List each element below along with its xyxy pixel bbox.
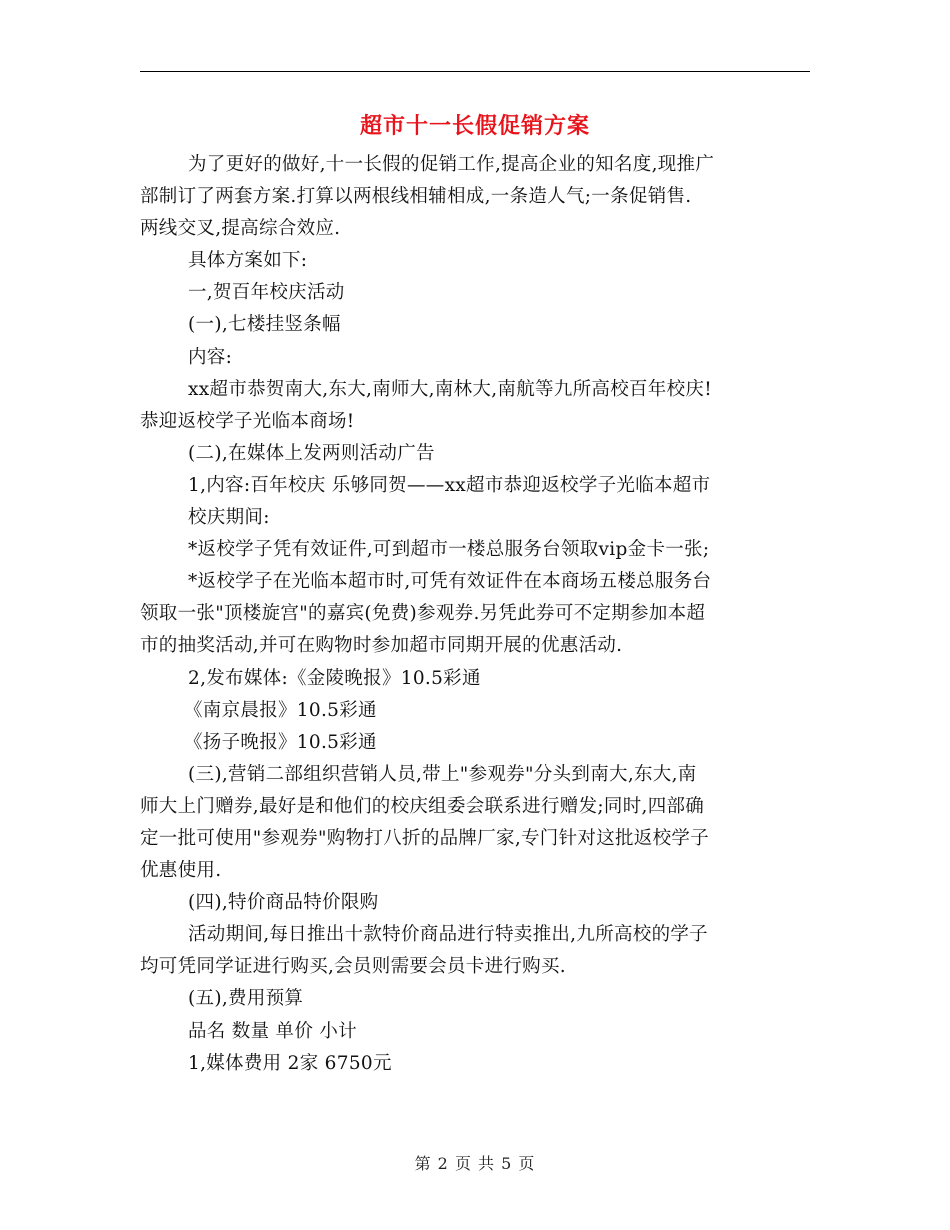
table-header-line: 品名 数量 单价 小计	[188, 1020, 357, 1042]
table-row-line: 1,媒体费用 2家 6750元	[188, 1052, 392, 1074]
paragraph-line: 为了更好的做好,十一长假的促销工作,提高企业的知名度,现推广	[188, 154, 715, 175]
paragraph-line: 两线交叉,提高综合效应.	[140, 218, 341, 240]
paragraph-line: 活动期间,每日推出十款特价商品进行特卖推出,九所高校的学子	[188, 924, 708, 946]
paragraph-line: 恭迎返校学子光临本商场!	[140, 410, 355, 432]
paragraph-line: 领取一张"顶楼旋宫"的嘉宾(免费)参观券.另凭此券可不定期参加本超	[140, 603, 706, 625]
paragraph-line: 市的抽奖活动,并可在购物时参加超市同期开展的优惠活动.	[140, 635, 623, 657]
paragraph-line: 均可凭同学证进行购买,会员则需要会员卡进行购买.	[140, 956, 566, 978]
list-item: *返校学子凭有效证件,可到超市一楼总服务台领取vip金卡一张;	[188, 539, 710, 561]
page-number: 第 2 页 共 5 页	[414, 1154, 536, 1173]
paragraph-line: 师大上门赠券,最好是和他们的校庆组委会联系进行赠发;同时,四部确	[140, 795, 705, 817]
document-title: 超市十一长假促销方案	[359, 113, 590, 139]
section-heading: 一,贺百年校庆活动	[188, 282, 345, 304]
paragraph-line: 部制订了两套方案.打算以两根线相辅相成,一条造人气;一条促销售.	[140, 186, 692, 208]
subsection-heading: (二),在媒体上发两则活动广告	[188, 442, 435, 464]
paragraph-line: 1,内容:百年校庆 乐够同贺——xx超市恭迎返校学子光临本超市	[188, 474, 711, 496]
paragraph-line: 具体方案如下:	[188, 250, 308, 272]
subsection-heading: (五),费用预算	[188, 988, 304, 1010]
paragraph-line: 内容:	[188, 346, 233, 368]
paragraph-line: 优惠使用.	[140, 860, 222, 882]
document-body	[140, 149, 815, 1080]
paragraph-line: 定一批可使用"参观券"购物打八折的品牌厂家,专门针对这批返校学子	[140, 827, 710, 849]
paragraph-line: 《扬子晚报》10.5彩通	[184, 731, 377, 753]
subsection-heading: (三),营销二部组织营销人员,带上"参观券"分头到南大,东大,南	[188, 763, 697, 785]
paragraph-line: xx超市恭贺南大,东大,南师大,南林大,南航等九所高校百年校庆!	[188, 378, 712, 400]
subsection-heading: (一),七楼挂竖条幅	[188, 314, 341, 336]
header-rule	[140, 71, 810, 72]
paragraph-line: 校庆期间:	[188, 507, 270, 529]
paragraph-line: 2,发布媒体:《金陵晚报》10.5彩通	[188, 667, 481, 689]
list-item: *返校学子在光临本超市时,可凭有效证件在本商场五楼总服务台	[188, 571, 712, 593]
paragraph-line: 《南京晨报》10.5彩通	[184, 699, 377, 721]
subsection-heading: (四),特价商品特价限购	[188, 892, 379, 914]
